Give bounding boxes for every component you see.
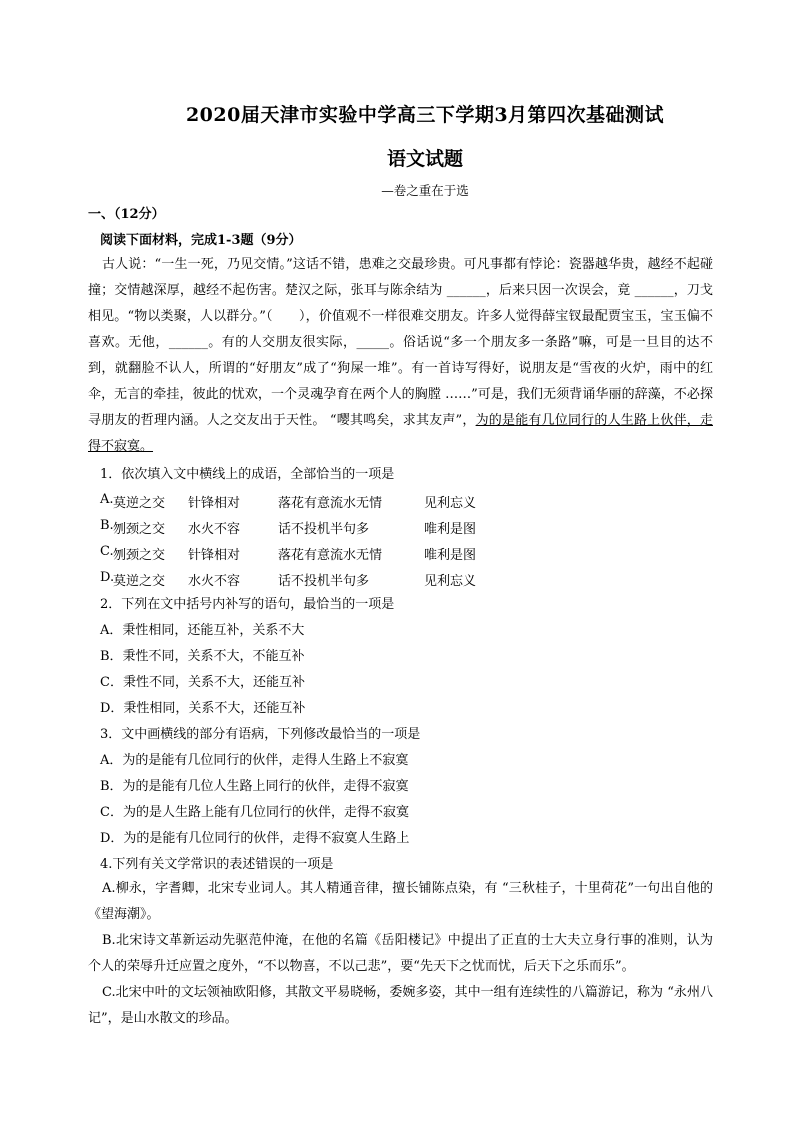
q4-option-b: B.北宋诗文革新运动先驱范仲淹，在他的名篇《岳阳楼记》中提出了正直的士大夫立身行事的准则，认为个人的荣辱升迁应置之度外，“不以物喜，不以己悲”，要“先天下之忧而忧，后天下之乐而乐”。 — [88, 933, 713, 974]
q4-option-a: A.柳永，字耆卿，北宋专业词人。其人精通音律，擅长铺陈点染，有 “三秋桂子，十里荷花”一句出自他的《望海潮》。 — [88, 881, 713, 922]
reading-passage — [88, 252, 713, 460]
q2-option-d: D．秉性相同，关系不大，还能互补 — [100, 701, 306, 716]
q1-option-item: 落花有意流水无情 — [278, 548, 383, 563]
q3-option-d: D．为的是能有几位同行的伙伴，走得不寂寞人生路上 — [100, 831, 410, 846]
q1-option-item: 刎颈之交 — [113, 522, 166, 537]
q1-option-item: 水火不容 — [188, 522, 241, 537]
q1-option-item: 话不投机半句多 — [278, 522, 370, 537]
q1-option-item: 莫逆之交 — [113, 574, 166, 589]
q1-option-label: B. — [100, 518, 114, 533]
q1-option-label: D. — [100, 570, 115, 585]
q1-option-item: 针锋相对 — [188, 548, 241, 563]
q4-stem: 4.下列有关文学常识的表述错误的一项是 — [100, 857, 334, 872]
passage-text: 古人说：“一生一死，乃见交情。”这话不错，患难之交最珍贵。可凡事都有悖论：瓷器越华贵，越经不起碰撞；交情越深厚，越经不起伤害。楚汉之际，张耳与陈余结为 ______，后来只因一次误会，竟 ______，刀戈相见。“物以类聚，人以群分。”（ ），价值观不一样很难交朋友。许多人觉得薛宝钗最配贾宝玉，宝玉偏不喜欢。无他，______。有的人交朋友很实际，_____。俗话说“多一个朋友多一条路”嘛，可是一旦目的达不到，就翻脸不认人，所谓的“好朋友”成了“狗屎一堆”。有一首诗写得好，说朋友是“雪夜的火炉，雨中的红伞，无言的牵挂，彼此的忧欢，一个灵魂孕育在两个人的胸膛 ……”可是，我们无须背诵华丽的辞藻，不必探寻朋友的哲理内涵。人之交友出于天性。 “嘤其鸣矣，求其友声”， — [88, 257, 713, 428]
q1-option-label: A. — [100, 492, 114, 507]
q1-option-item: 唯利是图 — [424, 522, 477, 537]
q1-option-item: 落花有意流水无情 — [278, 496, 383, 511]
q1-stem: 1．依次填入文中横线上的成语，全部恰当的一项是 — [100, 467, 395, 482]
q2-option-b: B．秉性不同，关系不大，不能互补 — [100, 649, 305, 664]
q1-option-item: 刎颈之交 — [113, 548, 166, 563]
q1-option-item: 话不投机半句多 — [278, 574, 370, 589]
q2-option-a: A．秉性相同，还能互补，关系不大 — [100, 623, 305, 638]
section-heading: 一、（12分） — [88, 207, 165, 222]
volume-note: —卷之重在于选 — [381, 183, 469, 198]
page-title: 2020届天津市实验中学高三下学期3月第四次基础测试 — [185, 104, 665, 126]
q1-option-item: 水火不容 — [188, 574, 241, 589]
q3-option-c: C．为的是人生路上能有几位同行的伙伴，走得不寂寞 — [100, 805, 409, 820]
q2-stem: 2．下列在文中括号内补写的语句，最恰当的一项是 — [100, 597, 395, 612]
q3-stem: 3．文中画横线的部分有语病，下列修改最恰当的一项是 — [100, 727, 421, 742]
page-subtitle: 语文试题 — [386, 148, 463, 170]
q1-option-label: C. — [100, 544, 114, 559]
q1-option-item: 唯利是图 — [424, 548, 477, 563]
q1-option-item: 见利忘义 — [424, 496, 477, 511]
q3-option-a: A．为的是能有几位同行的伙伴，走得人生路上不寂寞 — [100, 753, 409, 768]
q1-option-item: 莫逆之交 — [113, 496, 166, 511]
q2-option-c: C．秉性不同，关系不大，还能互补 — [100, 675, 305, 690]
q3-option-b: B．为的是能有几位人生路上同行的伙伴，走得不寂寞 — [100, 779, 409, 794]
q1-option-item: 见利忘义 — [424, 574, 477, 589]
q4-option-c: C.北宋中叶的文坛领袖欧阳修，其散文平易晓畅，委婉多姿，其中一组有连续性的八篇游记，称为 “永州八记”，是山水散文的珍品。 — [88, 985, 713, 1026]
reading-instruction: 阅读下面材料，完成1-3题（9分） — [100, 233, 302, 248]
passage-underlined-sentence: 为的是能有几位同行的人生路上伙伴，走得不寂寞。 — [88, 413, 713, 454]
q1-option-item: 针锋相对 — [188, 496, 241, 511]
